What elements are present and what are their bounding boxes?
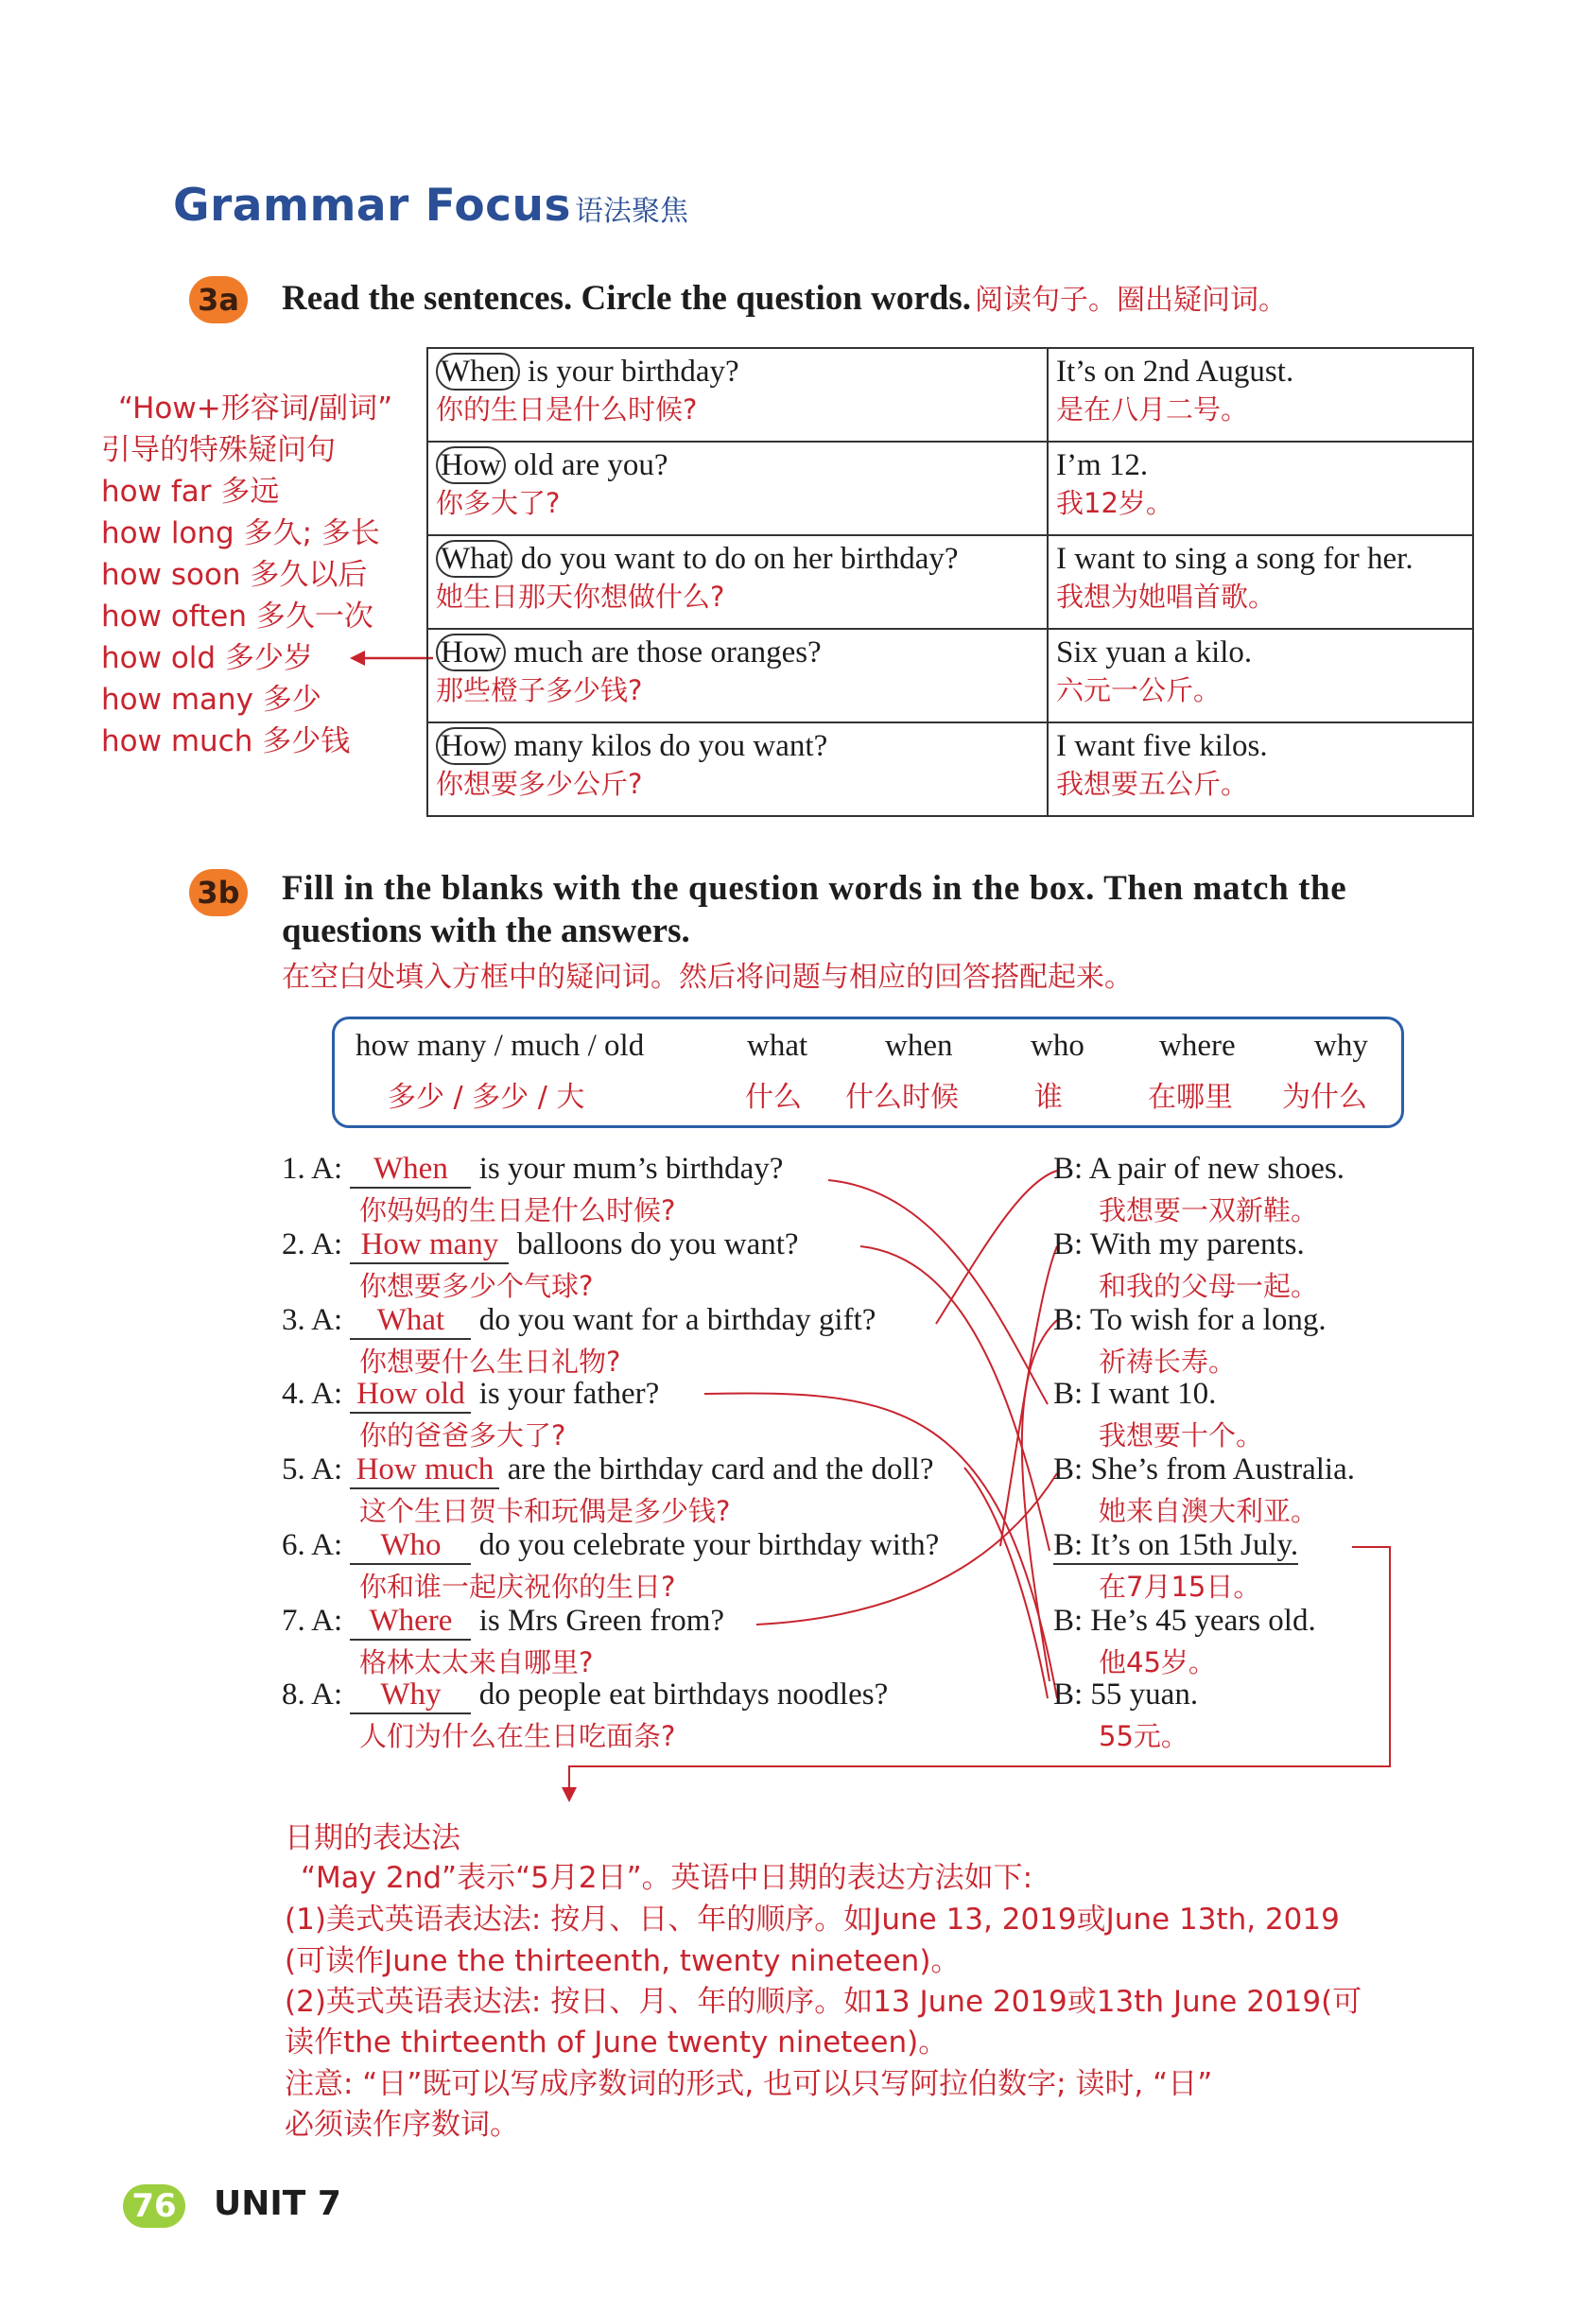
- question: 5. A: How much are the birthday card and the doll?: [282, 1452, 934, 1489]
- question-word: How: [436, 634, 506, 671]
- question-cn: 你妈妈的生日是什么时候?: [359, 1194, 676, 1226]
- answer-blank[interactable]: What: [350, 1303, 471, 1340]
- question-cn: 这个生日贺卡和玩偶是多少钱?: [359, 1495, 731, 1527]
- box-word: what: [747, 1029, 808, 1063]
- answer: B: He’s 45 years old.: [1053, 1604, 1316, 1638]
- side-note-item: how often 多久一次: [101, 600, 373, 634]
- question-cn: 你和谁一起庆祝你的生日?: [359, 1571, 676, 1603]
- notes-line: (2)英式英语表达法: 按日、月、年的顺序。如13 June 2019或13th June 2019(可: [285, 1985, 1362, 2019]
- answer: B: She’s from Australia.: [1053, 1452, 1355, 1486]
- box-word: why: [1314, 1029, 1368, 1063]
- answer-cn: 他45岁。: [1099, 1646, 1216, 1678]
- question-cn: 格林太太来自哪里?: [359, 1646, 594, 1678]
- answer-blank[interactable]: How many: [350, 1227, 509, 1264]
- answer-cn: 在7月15日。: [1099, 1571, 1261, 1603]
- question-cn: 你想要多少个气球?: [359, 1270, 594, 1302]
- notes-title: 日期的表达法: [285, 1821, 460, 1855]
- box-word: where: [1159, 1029, 1236, 1063]
- answer-cn: 祈祷长寿。: [1099, 1346, 1237, 1378]
- answer: B: With my parents.: [1053, 1227, 1305, 1261]
- box-word-cn: 什么: [745, 1081, 802, 1114]
- side-note-item: how long 多久; 多长: [101, 516, 380, 550]
- answer: B: It’s on 15th July.: [1053, 1528, 1298, 1565]
- answer-blank[interactable]: How much: [350, 1452, 499, 1489]
- question-word: How: [436, 727, 506, 765]
- badge-3a: 3a: [189, 276, 248, 323]
- table-row: When is your birthday? 你的生日是什么时候? It’s on 2nd August. 是在八月二号。: [427, 348, 1473, 442]
- side-note-item: how old 多少岁: [101, 641, 313, 675]
- side-note-item: how many 多少: [101, 683, 321, 717]
- unit-label: UNIT 7: [214, 2184, 341, 2223]
- answer: B: I want 10.: [1053, 1377, 1217, 1411]
- answer-blank[interactable]: Who: [350, 1528, 471, 1565]
- answer: B: 55 yuan.: [1053, 1678, 1199, 1712]
- box-word-cn: 为什么: [1282, 1081, 1367, 1114]
- instruction-3b-line1: Fill in the blanks with the question words in the box. Then match the: [282, 869, 1347, 908]
- table-row: How old are you? 你多大了? I’m 12. 我12岁。: [427, 442, 1473, 535]
- box-word-cn: 谁: [1034, 1081, 1063, 1114]
- question: 2. A: How many balloons do you want?: [282, 1227, 799, 1264]
- question: 6. A: Who do you celebrate your birthday with?: [282, 1528, 939, 1565]
- badge-3b: 3b: [189, 869, 248, 916]
- answer-blank[interactable]: Why: [350, 1678, 471, 1714]
- box-word: who: [1031, 1029, 1084, 1063]
- notes-line: (可读作June the thirteenth, twenty nineteen)。: [285, 1944, 961, 1978]
- side-note-heading-1: “How+形容词/副词”: [118, 391, 393, 426]
- table-row: How many kilos do you want? 你想要多少公斤? I want five kilos. 我想要五公斤。: [427, 722, 1473, 816]
- table-row: How much are those oranges? 那些橙子多少钱? Six yuan a kilo. 六元一公斤。: [427, 629, 1473, 722]
- instruction-3a-en: Read the sentences. Circle the question words.: [282, 279, 971, 318]
- instruction-3b-cn: 在空白处填入方框中的疑问词。然后将问题与相应的回答搭配起来。: [282, 961, 1133, 994]
- question: 4. A: How old is your father?: [282, 1377, 659, 1414]
- side-note-item: how far 多远: [101, 475, 280, 509]
- notes-line: 读作the thirteenth of June twenty nineteen)。: [285, 2025, 948, 2060]
- instruction-3a-cn: 阅读句子。圈出疑问词。: [974, 284, 1287, 317]
- box-word: how many / much / old: [356, 1029, 645, 1063]
- box-word-cn: 什么时候: [845, 1081, 959, 1114]
- question-cn: 你想要什么生日礼物?: [359, 1346, 621, 1378]
- answer: B: To wish for a long.: [1053, 1303, 1327, 1337]
- box-word-cn: 多少 / 多少 / 大: [388, 1081, 585, 1114]
- answer-cn: 和我的父母一起。: [1099, 1270, 1319, 1302]
- answer-cn: 我想要一双新鞋。: [1099, 1194, 1319, 1226]
- page-number: 76: [123, 2184, 185, 2228]
- question: 7. A: Where is Mrs Green from?: [282, 1604, 724, 1641]
- answer-blank[interactable]: Where: [350, 1604, 471, 1641]
- answer-cn: 她来自澳大利亚。: [1099, 1495, 1319, 1527]
- notes-line: 必须读作序数词。: [285, 2108, 519, 2142]
- answer-blank[interactable]: How old: [350, 1377, 471, 1414]
- title-en: Grammar Focus: [173, 180, 571, 232]
- question-word: How: [436, 446, 506, 484]
- answer-blank[interactable]: When: [350, 1152, 471, 1189]
- title-cn: 语法聚焦: [574, 195, 688, 228]
- answer-cn: 55元。: [1099, 1720, 1188, 1752]
- box-word-cn: 在哪里: [1148, 1081, 1233, 1114]
- question-cn: 你的爸爸多大了?: [359, 1419, 566, 1452]
- instruction-3b-line2: questions with the answers.: [282, 912, 690, 950]
- notes-line: “May 2nd”表示“5月2日”。英语中日期的表达方法如下:: [301, 1861, 1033, 1895]
- question: 8. A: Why do people eat birthdays noodles?: [282, 1678, 888, 1714]
- question-word: When: [436, 353, 520, 391]
- side-note-heading-2: 引导的特殊疑问句: [101, 433, 336, 467]
- side-note-item: how much 多少钱: [101, 724, 351, 758]
- question: 1. A: When is your mum’s birthday?: [282, 1152, 783, 1189]
- question-word: What: [436, 540, 512, 578]
- answer: B: A pair of new shoes.: [1053, 1152, 1344, 1186]
- notes-line: 注意: “日”既可以写成序数词的形式, 也可以只写阿拉伯数字; 读时, “日”: [285, 2067, 1213, 2101]
- notes-line: (1)美式英语表达法: 按月、日、年的顺序。如June 13, 2019或June 13th, 2019: [285, 1903, 1340, 1937]
- table-row: What do you want to do on her birthday? 她生日那天你想做什么? I want to sing a song for her. 我想为她唱首歌。: [427, 535, 1473, 629]
- question: 3. A: What do you want for a birthday gift?: [282, 1303, 876, 1340]
- box-word: when: [885, 1029, 953, 1063]
- answer-cn: 我想要十个。: [1099, 1419, 1264, 1452]
- question-cn: 人们为什么在生日吃面条?: [359, 1720, 676, 1752]
- side-note-item: how soon 多久以后: [101, 558, 368, 592]
